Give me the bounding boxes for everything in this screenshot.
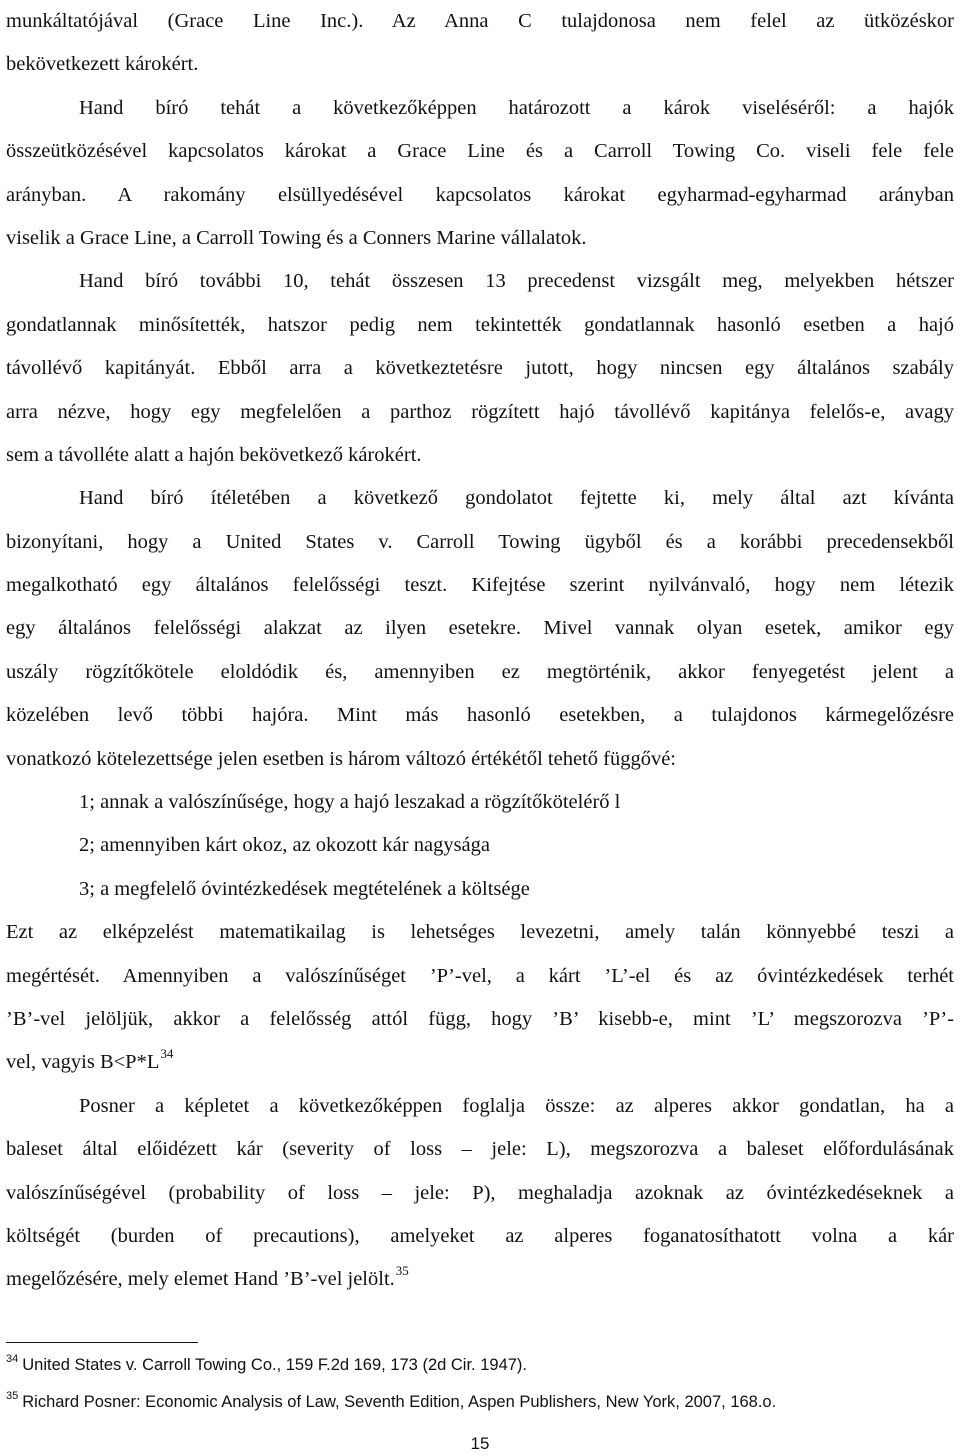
page-number: 15 <box>470 1434 490 1453</box>
text-line: költségét (burden of precautions), amelyeket az alperes foganatosíthatott volna a kár <box>6 1224 954 1247</box>
text-line: közelében levő többi hajóra. Mint más hasonló esetekben, a tulajdonos kármegelőzésre <box>6 704 954 727</box>
text-line: távollévő kapitányát. Ebből arra a következtetésre jutott, hogy nincsen egy általános szabály <box>6 357 954 380</box>
text-line: Hand bíró tehát a következőképpen határozott a károk viseléséről: a hajók <box>79 96 954 119</box>
footnote-separator <box>6 1342 198 1343</box>
text-line: összeütközésével kapcsolatos károkat a Grace Line és a Carroll Towing Co. viseli fele fele <box>6 140 954 163</box>
text-line: bekövetkezett károkért. <box>6 53 199 76</box>
footnote-number: 34 <box>6 1353 19 1365</box>
text-line: munkáltatójával (Grace Line Inc.). Az Anna C tulajdonosa nem felel az ütközéskor <box>6 10 954 32</box>
text-line: Posner a képletet a következőképpen foglalja össze: az alperes akkor gondatlan, ha a <box>79 1094 954 1117</box>
text-line: bizonyítani, hogy a United States v. Carroll Towing ügyből és a korábbi precedensekből <box>6 530 954 553</box>
text-line: ’B’-vel jelöljük, akkor a felelősség attól függ, hogy ’B’ kisebb-e, mint ’L’ megszorozva ’P’- <box>6 1007 954 1030</box>
footnote-ref-34[interactable]: 34 <box>160 1046 174 1062</box>
body-text <box>6 0 954 1302</box>
text-line-content: vel, vagyis B<P*L <box>6 1051 160 1074</box>
text-line: Ezt az elképzelést matematikailag is lehetséges levezetni, amely talán könnyebbé teszi a <box>6 921 954 944</box>
text-line: Hand bíró további 10, tehát összesen 13 precedenst vizsgált meg, melyekben hétszer <box>79 270 954 293</box>
text-line: Hand bíró ítéletében a következő gondolatot fejtette ki, mely által azt kívánta <box>79 487 954 510</box>
text-line: baleset által előidézett kár (severity of loss – jele: L), megszorozva a baleset előfordulásának <box>6 1138 954 1161</box>
footnote-text: Richard Posner: Economic Analysis of Law, Seventh Edition, Aspen Publishers, New York, 2007, 168.o. <box>22 1393 777 1411</box>
footnote-text: United States v. Carroll Towing Co., 159 F.2d 169, 173 (2d Cir. 1947). <box>22 1356 527 1374</box>
footnote-ref-35[interactable]: 35 <box>395 1263 409 1279</box>
text-line: arányban. A rakomány elsüllyedésével kapcsolatos károkat egyharmad-egyharmad arányban <box>6 183 954 206</box>
text-line: megértését. Amennyiben a valószínűséget ’P’-vel, a kárt ’L’-el és az óvintézkedések terhét <box>6 964 954 987</box>
text-line: viselik a Grace Line, a Carroll Towing és a Conners Marine vállalatok. <box>6 226 587 249</box>
text-line: arra nézve, hogy egy megfelelően a parthoz rögzített hajó távollévő kapitánya felelős-e, avagy <box>6 400 954 423</box>
text-line: valószínűségével (probability of loss – jele: P), meghaladja azoknak az óvintézkedéseknek a <box>6 1181 954 1204</box>
text-line: egy általános felelősségi alakzat az ilyen esetekre. Mivel vannak olyan esetek, amikor egy <box>6 617 954 640</box>
list-item: 2; amennyiben kárt okoz, az okozott kár nagysága <box>79 834 490 857</box>
text-line <box>6 1041 954 1084</box>
list-item: 3; a megfelelő óvintézkedések megtételének a költsége <box>79 877 530 900</box>
text-line: uszály rögzítőkötele eloldódik és, amennyiben ez megtörténik, akkor fenyegetést jelent a <box>6 660 954 683</box>
list-item: 1; annak a valószínűsége, hogy a hajó leszakad a rögzítőkötelérő l <box>79 791 621 814</box>
text-line-content: megelőzésére, mely elemet Hand ’B’-vel jelölt. <box>6 1268 395 1291</box>
text-line <box>6 1258 954 1301</box>
footnote-35 <box>6 1390 777 1412</box>
footnote-34 <box>6 1353 527 1375</box>
text-line: gondatlannak minősítették, hatszor pedig nem tekintették gondatlannak hasonló esetben a hajó <box>6 313 954 336</box>
text-line: megalkotható egy általános felelősségi teszt. Kifejtése szerint nyilvánvaló, hogy nem létezik <box>6 574 954 597</box>
text-line: vonatkozó kötelezettsége jelen esetben is három változó értékétől tehető függővé: <box>6 747 676 770</box>
text-line: sem a távolléte alatt a hajón bekövetkező károkért. <box>6 443 422 466</box>
footnote-number: 35 <box>6 1390 19 1402</box>
